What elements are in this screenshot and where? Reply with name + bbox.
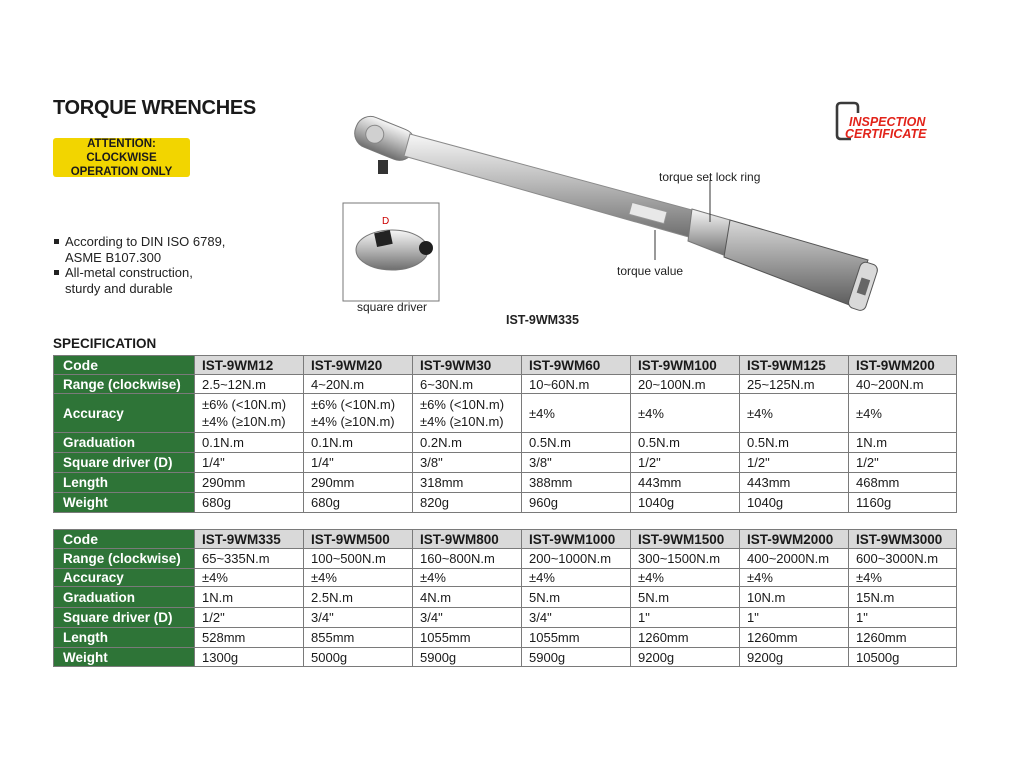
table-cell: 5900g [413, 648, 522, 667]
table-cell: 1/2" [631, 453, 740, 473]
table-cell: ±4% [740, 569, 849, 587]
table-cell: 0.1N.m [195, 433, 304, 453]
table-cell: 1260mm [631, 628, 740, 648]
table-cell: ±4% [304, 569, 413, 587]
table-cell: 600~3000N.m [849, 549, 957, 569]
table-cell: 1055mm [413, 628, 522, 648]
table-cell: ±4% [413, 569, 522, 587]
row-label: Length [54, 628, 195, 648]
table-cell: 960g [522, 493, 631, 513]
table-row [54, 453, 957, 473]
badge-line-2: CERTIFICATE [845, 127, 927, 141]
lock-ring [688, 209, 730, 256]
table-cell: 855mm [304, 628, 413, 648]
feature-item [52, 265, 225, 296]
row-label: Graduation [54, 587, 195, 608]
table-cell: 0.5N.m [522, 433, 631, 453]
column-header: IST-9WM125 [740, 356, 849, 375]
table-row [54, 587, 957, 608]
column-header: IST-9WM500 [304, 530, 413, 549]
table-cell: 680g [195, 493, 304, 513]
column-header: IST-9WM2000 [740, 530, 849, 549]
attention-line-2: OPERATION ONLY [70, 165, 173, 178]
specification-heading: SPECIFICATION [53, 336, 157, 351]
table-cell [413, 394, 522, 433]
table-cell: 3/8" [522, 453, 631, 473]
row-label: Range (clockwise) [54, 549, 195, 569]
feature-text: sturdy and durable [65, 280, 173, 296]
table-cell [304, 394, 413, 433]
table-cell: 200~1000N.m [522, 549, 631, 569]
model-label: IST-9WM335 [506, 313, 579, 327]
table-cell: 1300g [195, 648, 304, 667]
table-row [54, 648, 957, 667]
row-label: Length [54, 473, 195, 493]
table-cell: 1160g [849, 493, 957, 513]
table-cell: 1/4" [304, 453, 413, 473]
spec-table-2 [53, 529, 957, 667]
table-row [54, 608, 957, 628]
table-cell: 3/4" [522, 608, 631, 628]
table-row [54, 569, 957, 587]
table-cell: 1" [849, 608, 957, 628]
table-cell: 443mm [631, 473, 740, 493]
table-cell: ±4% [740, 394, 849, 433]
table-cell: 1N.m [849, 433, 957, 453]
table-cell: 3/8" [413, 453, 522, 473]
row-label: Graduation [54, 433, 195, 453]
column-header: IST-9WM30 [413, 356, 522, 375]
feature-text: All-metal construction, [65, 265, 193, 280]
table-cell: 0.1N.m [304, 433, 413, 453]
feature-text: According to DIN ISO 6789, [65, 234, 226, 249]
table-cell: 40~200N.m [849, 375, 957, 394]
table-cell: 1/2" [740, 453, 849, 473]
column-header: IST-9WM20 [304, 356, 413, 375]
svg-text:D: D [382, 216, 390, 227]
table-cell: ±4% [522, 394, 631, 433]
table-cell [195, 394, 304, 433]
table-cell: 9200g [631, 648, 740, 667]
table-cell: 1055mm [522, 628, 631, 648]
column-header: IST-9WM1500 [631, 530, 740, 549]
spec-table-1 [53, 355, 957, 513]
table-row [54, 493, 957, 513]
feature-item [52, 234, 225, 265]
wrench-shaft [404, 134, 692, 238]
table-cell: 820g [413, 493, 522, 513]
table-cell: 5N.m [631, 587, 740, 608]
table-cell: 4N.m [413, 587, 522, 608]
table-cell: ±4% [195, 569, 304, 587]
table-cell: 4~20N.m [304, 375, 413, 394]
page-title: TORQUE WRENCHES [53, 97, 256, 119]
table-cell: 443mm [740, 473, 849, 493]
row-label: Square driver (D) [54, 608, 195, 628]
torque-value-label: torque value [617, 264, 684, 278]
table-cell: 468mm [849, 473, 957, 493]
table-row [54, 628, 957, 648]
table-cell: 100~500N.m [304, 549, 413, 569]
feature-text: ASME B107.300 [65, 249, 162, 265]
table-row [54, 433, 957, 453]
lock-ring-label: torque set lock ring [659, 170, 761, 184]
table-row [54, 530, 957, 549]
cell-line: ±4% (≥10N.m) [311, 414, 395, 429]
column-header: IST-9WM12 [195, 356, 304, 375]
row-label: Weight [54, 648, 195, 667]
table-cell: 318mm [413, 473, 522, 493]
table-cell: 10~60N.m [522, 375, 631, 394]
table-cell: 1260mm [740, 628, 849, 648]
table-row [54, 356, 957, 375]
column-header: IST-9WM100 [631, 356, 740, 375]
table-cell: 1040g [631, 493, 740, 513]
row-label: Accuracy [54, 394, 195, 433]
table-row [54, 473, 957, 493]
row-label: Range (clockwise) [54, 375, 195, 394]
table-cell: 6~30N.m [413, 375, 522, 394]
row-label: Code [54, 356, 195, 375]
table-cell: 10500g [849, 648, 957, 667]
table-cell: 1260mm [849, 628, 957, 648]
column-header: IST-9WM800 [413, 530, 522, 549]
table-cell: 2.5~12N.m [195, 375, 304, 394]
cell-line: ±6% (<10N.m) [311, 397, 396, 412]
table-cell: 1" [631, 608, 740, 628]
table-cell: 25~125N.m [740, 375, 849, 394]
column-header: IST-9WM335 [195, 530, 304, 549]
column-header: IST-9WM1000 [522, 530, 631, 549]
table-cell: ±4% [849, 569, 957, 587]
table-cell: 1/2" [849, 453, 957, 473]
table-cell: 290mm [304, 473, 413, 493]
cell-line: ±4% (≥10N.m) [202, 414, 286, 429]
table-cell: 1" [740, 608, 849, 628]
badge-line-1: INSPECTION [849, 115, 926, 129]
table-cell: 0.5N.m [740, 433, 849, 453]
table-cell: 65~335N.m [195, 549, 304, 569]
square-driver-label: square driver [357, 300, 428, 314]
table-cell: 5000g [304, 648, 413, 667]
table-cell: 1/4" [195, 453, 304, 473]
table-cell: 1040g [740, 493, 849, 513]
table-cell: 3/4" [413, 608, 522, 628]
table-cell: 0.2N.m [413, 433, 522, 453]
row-label: Code [54, 530, 195, 549]
table-cell: 528mm [195, 628, 304, 648]
table-cell: ±4% [631, 394, 740, 433]
table-cell: 2.5N.m [304, 587, 413, 608]
table-cell: ±4% [849, 394, 957, 433]
table-cell: 9200g [740, 648, 849, 667]
table-cell: 388mm [522, 473, 631, 493]
table-cell: 300~1500N.m [631, 549, 740, 569]
attention-banner [53, 138, 190, 177]
cell-line: ±6% (<10N.m) [420, 397, 505, 412]
table-row [54, 549, 957, 569]
column-header: IST-9WM60 [522, 356, 631, 375]
attention-line-1: ATTENTION: CLOCKWISE [86, 137, 157, 164]
table-row [54, 375, 957, 394]
row-label: Weight [54, 493, 195, 513]
wrench-grip [724, 220, 868, 306]
table-cell: 10N.m [740, 587, 849, 608]
table-cell: 1/2" [195, 608, 304, 628]
torque-wrench-image [340, 110, 900, 320]
table-cell: 3/4" [304, 608, 413, 628]
table-cell: 160~800N.m [413, 549, 522, 569]
table-cell: 0.5N.m [631, 433, 740, 453]
table-cell: 5900g [522, 648, 631, 667]
table-cell: 400~2000N.m [740, 549, 849, 569]
table-cell: 15N.m [849, 587, 957, 608]
table-row [54, 394, 957, 433]
table-cell: ±4% [631, 569, 740, 587]
table-cell: 290mm [195, 473, 304, 493]
cell-line: ±6% (<10N.m) [202, 397, 287, 412]
row-label: Square driver (D) [54, 453, 195, 473]
table-cell: 20~100N.m [631, 375, 740, 394]
column-header: IST-9WM200 [849, 356, 957, 375]
table-cell: 680g [304, 493, 413, 513]
row-label: Accuracy [54, 569, 195, 587]
table-cell: 1N.m [195, 587, 304, 608]
cell-line: ±4% (≥10N.m) [420, 414, 504, 429]
table-cell: 5N.m [522, 587, 631, 608]
column-header: IST-9WM3000 [849, 530, 957, 549]
table-cell: ±4% [522, 569, 631, 587]
feature-list [52, 234, 225, 296]
